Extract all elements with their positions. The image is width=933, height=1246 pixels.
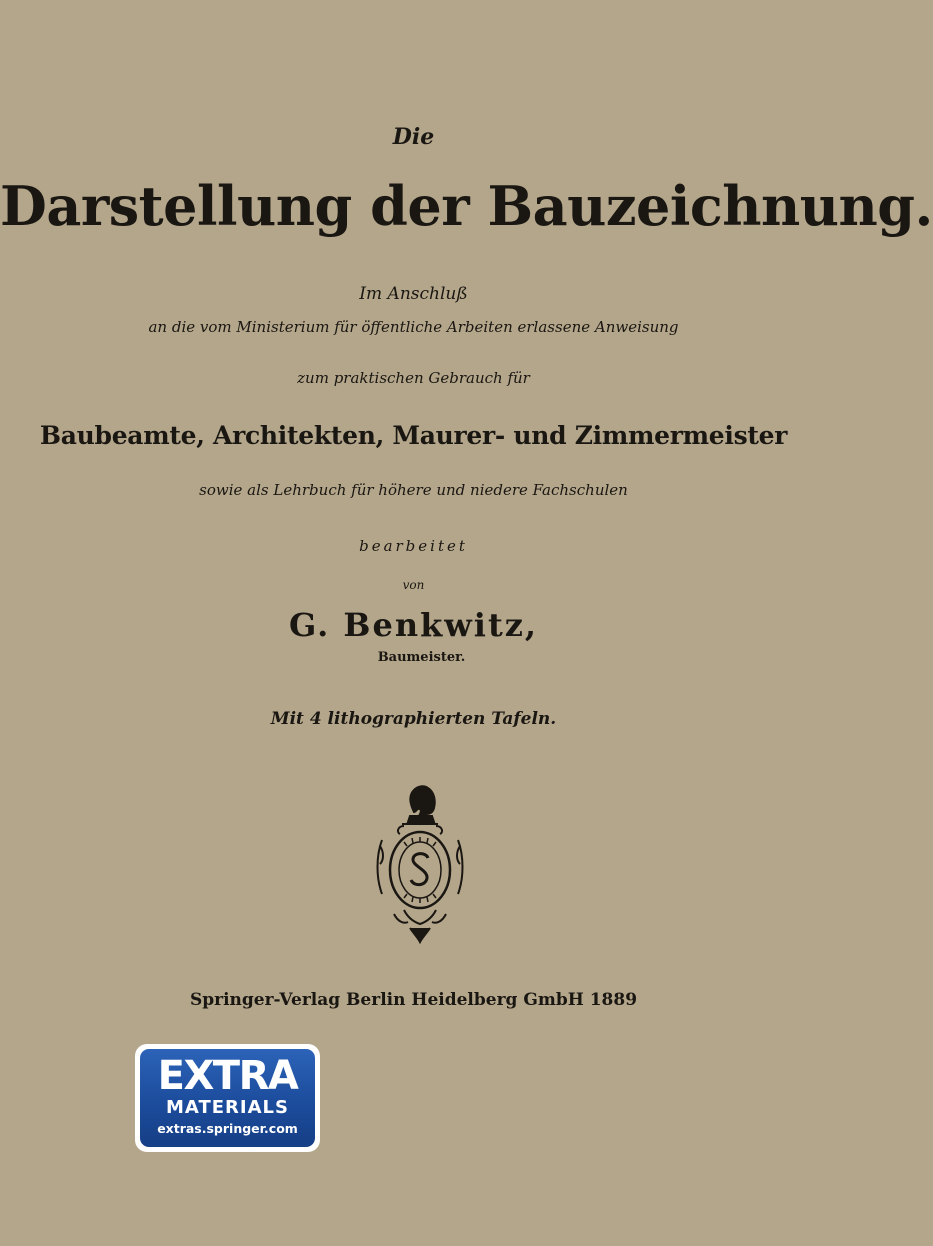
subtitle-gebrauch: zum praktischen Gebrauch für	[297, 369, 530, 387]
book-title: Darstellung der Bauzeichnung.	[0, 174, 933, 238]
extra-materials-badge-inner	[140, 1049, 315, 1147]
extra-word: EXTRA	[157, 1053, 298, 1099]
springer-chess-knight-logo-icon	[374, 782, 466, 944]
subtitle-audience: Baubeamte, Architekten, Maurer- und Zimmermeister	[39, 421, 788, 450]
author-name: G. Benkwitz,	[288, 606, 539, 644]
pre-title: Die	[392, 124, 435, 150]
plates-note: Mit 4 lithographierten Tafeln.	[270, 709, 557, 729]
extras-url: extras.springer.com	[157, 1121, 298, 1136]
extra-materials-badge[interactable]	[135, 1044, 320, 1152]
subtitle-ministerium: an die vom Ministerium für öffentliche Arbeiten erlassene Anweisung	[148, 318, 679, 336]
publisher-imprint: Springer-Verlag Berlin Heidelberg GmbH 1889	[189, 990, 638, 1010]
subtitle-anschluss: Im Anschluß	[359, 284, 468, 304]
bearbeitet-label: bearbeitet	[359, 537, 468, 555]
materials-word: MATERIALS	[166, 1097, 289, 1118]
subtitle-lehrbuch: sowie als Lehrbuch für höhere und niedere Fachschulen	[199, 481, 628, 499]
von-label: von	[402, 578, 425, 592]
author-role: Baumeister.	[377, 650, 466, 665]
